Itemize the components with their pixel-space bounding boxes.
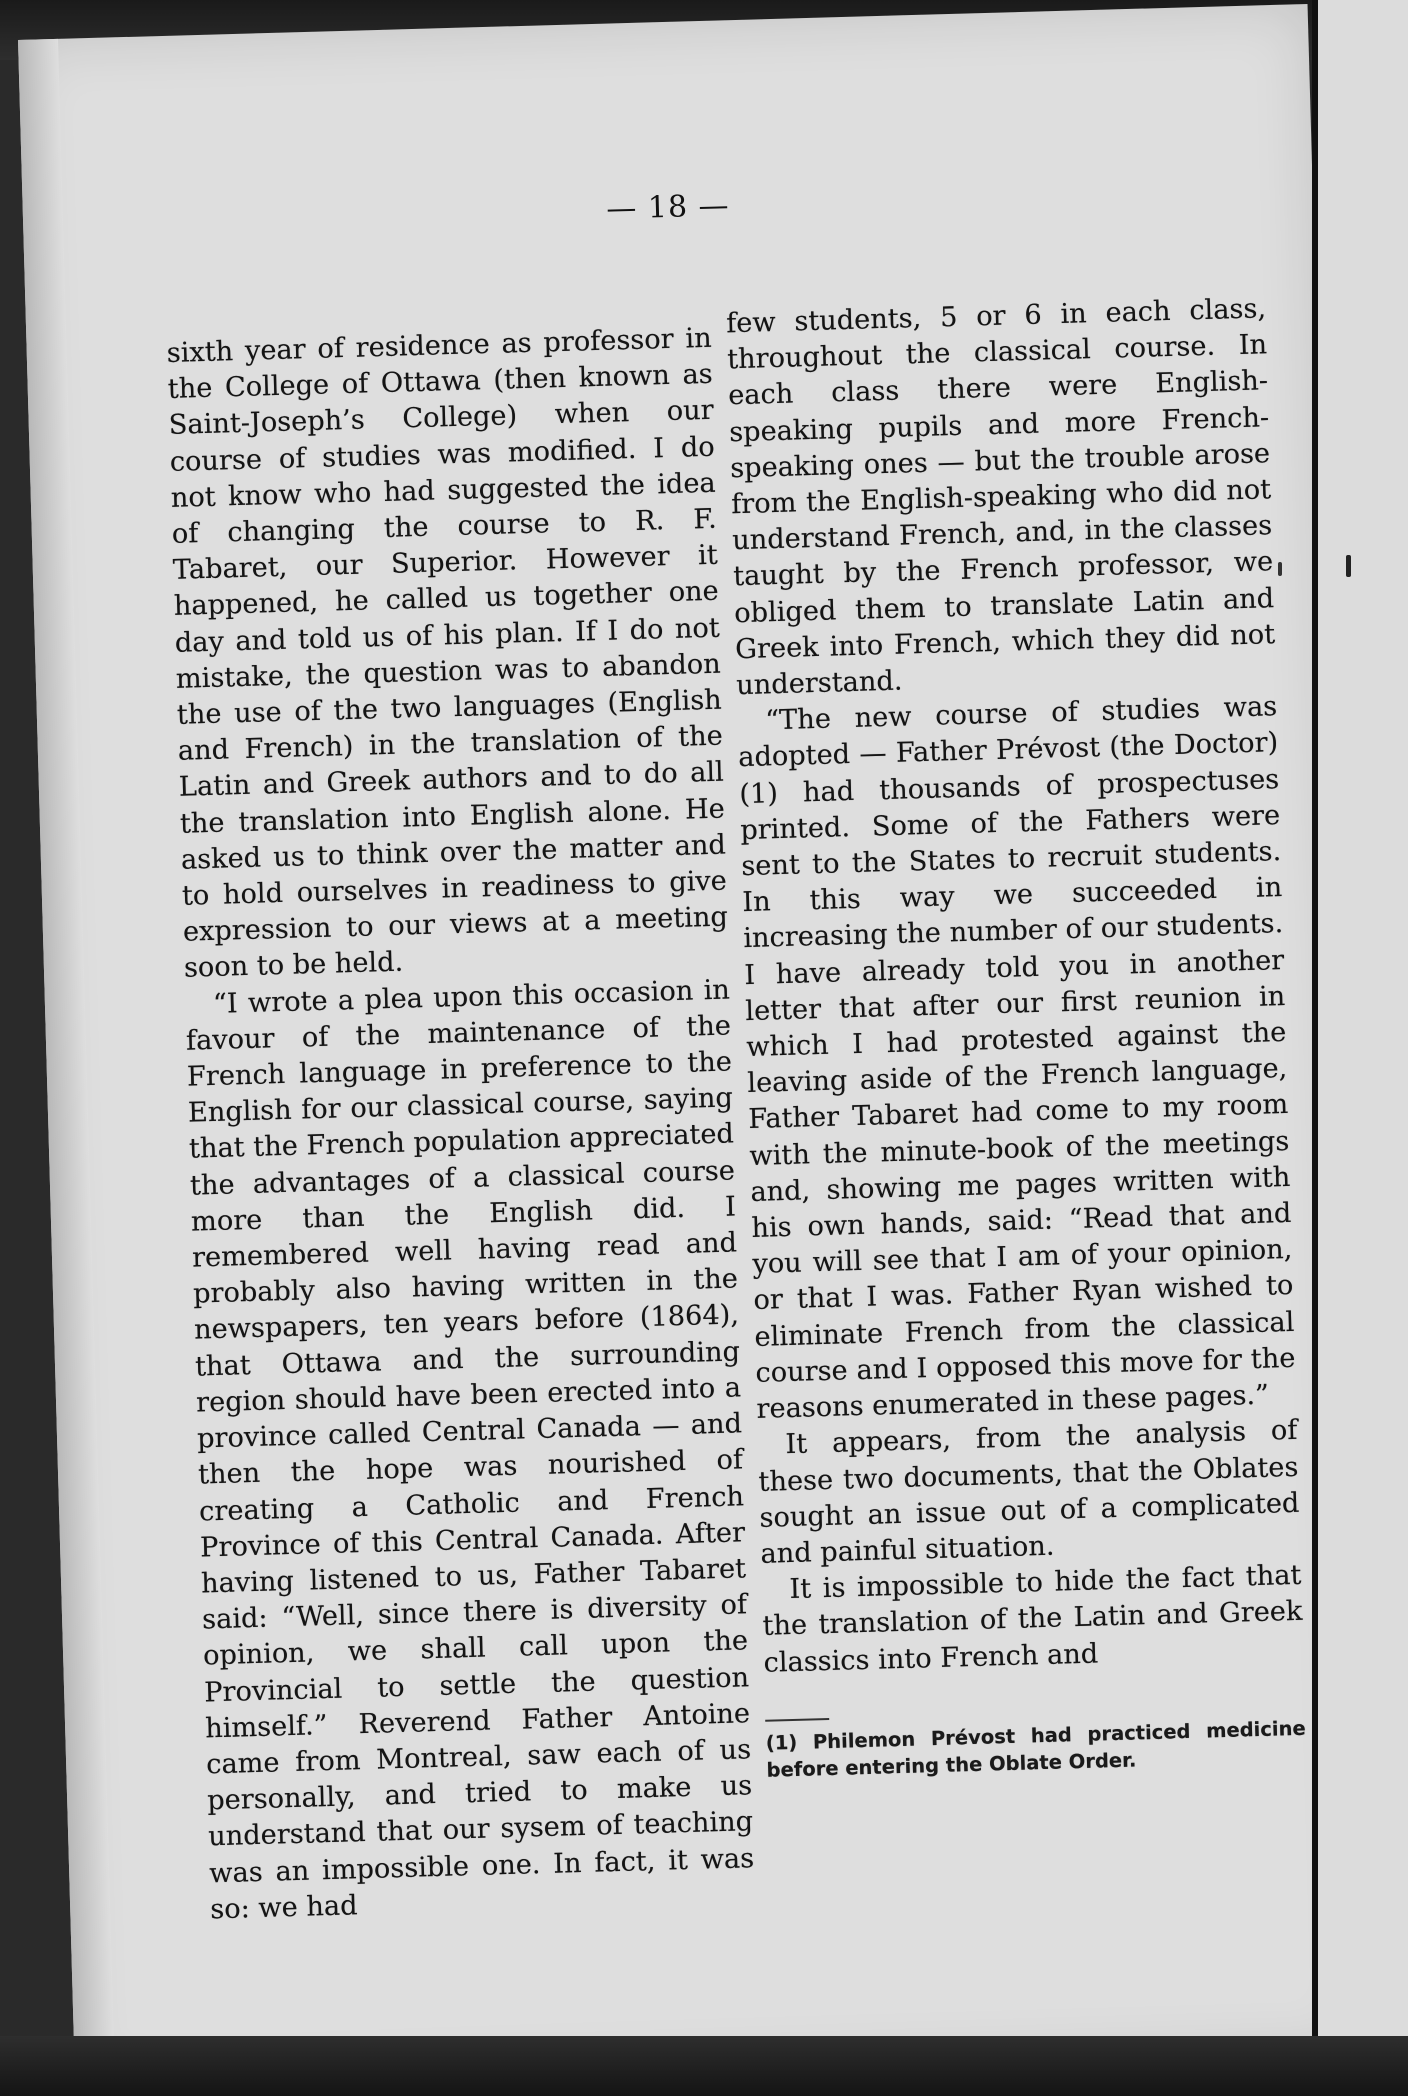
footnote-divider — [765, 1718, 829, 1722]
adjacent-page-edge — [1312, 0, 1408, 2096]
left-column — [166, 321, 755, 1929]
footnote: (1) Philemon Prévost had practiced medicine before entering the Oblate Order. — [765, 1716, 1306, 1782]
left-paragraph-1: sixth year of residence as professor in the College of Ottawa (then known as Saint-Joseph’s College) when our course of studies was modified. I do not know who had suggested the idea of changing the course to R. F. Tabaret, our Superior. However it happened, he called us together one day and told us of his plan. If I do not mistake, the question was to abandon the use of the two languages (English and French) in the translation of the Latin and Greek authors and to do all the translation into English alone. He asked us to think over the matter and to hold ourselves in readiness to give expression to our views at a meeting soon to be held. — [166, 322, 729, 985]
right-column — [726, 291, 1307, 1783]
left-paragraph-2: “I wrote a plea upon this occasion in favour of the maintenance of the French language in preference to the English for our classical course, saying that the French population appreciated the advantages of a classical course more than the English did. I remembered well having read and probably also having written in the newspapers, ten years before (1864), that Ottawa and the surrounding region should have been erected into a province called Central Canada — and then the hope was nourished of creating a Catholic and French Province of this Central Canada. After having listened to us, Father Tabaret said: “Well, since there is diversity of opinion, we shall call upon the Provincial to settle the question himself.” Reverend Father Antoine came from Montreal, saw each of us personally, and tried to make us understand that our sysem of teaching was an impossible one. In fact, it was so: we had — [185, 974, 755, 1926]
right-paragraph-3: It appears, from the analysis of these two documents, that the Oblates sought an issue out of a complicated and painful situation. — [758, 1415, 1300, 1570]
ink-mark — [1346, 555, 1351, 577]
right-paragraph-2: “The new course of studies was adopted — Father Prévost (the Doctor) (1) had thousands of prospectuses printed. Some of the Fathers were sent to the States to recruit students. In this way we succeeded in increasing the number of our students. I have already told you in another letter that after our first reunion in which I had protested against the leaving aside of the French language, Father Tabaret had come to my room with the minute-book of the meetings and, showing me pages written with his own hands, said: “Read that and you will see that I am of your opinion, or that I was. Father Ryan wished to eliminate French from the classical course and I opposed this move for the reasons enumerated in these pages.” — [737, 691, 1296, 1426]
page-number: — 18 — — [605, 188, 731, 227]
right-paragraph-4: It is impossible to hide the fact that the translation of the Latin and Greek classics into French and — [762, 1559, 1303, 1679]
ink-mark — [1278, 562, 1282, 576]
book-page — [18, 4, 1365, 2089]
scan-bottom-border — [0, 2036, 1408, 2096]
page-gutter-shadow — [18, 39, 115, 2089]
right-paragraph-1: few students, 5 or 6 in each class, throughout the classical course. In each class there were English-speaking pupils and more French-speaking ones — but the trouble arose from the English-speaking who did not understand French, and, in the classes taught by the French professor, we obliged them to translate Latin and Greek into French, which they did not understand. — [725, 293, 1276, 702]
